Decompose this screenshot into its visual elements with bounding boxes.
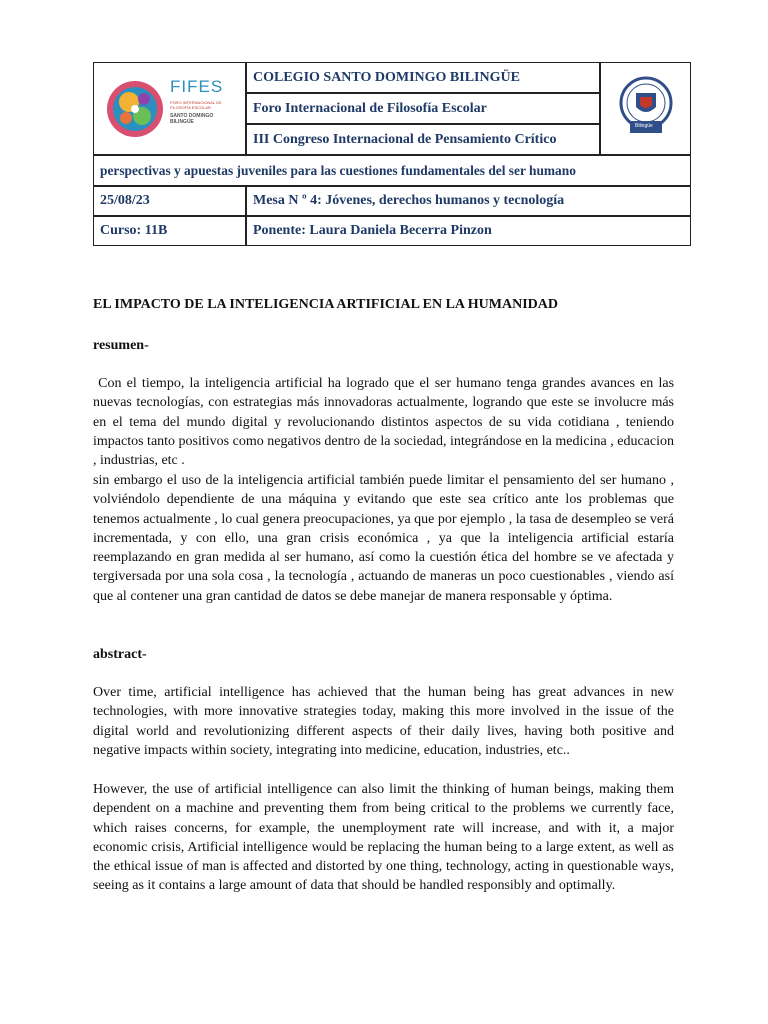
speaker-text: Ponente: Laura Daniela Becerra Pinzon bbox=[253, 223, 492, 238]
forum-name-cell bbox=[246, 93, 600, 124]
course-cell bbox=[93, 216, 246, 246]
abstract-paragraph-2: However, the use of artificial intelligence can also limit the thinking of human beings, making them dependent on a machine and preventing them from being critical to the problems we currently face, which raises concerns, for example, the unemployment rate will increase, and with it, a major economic crisis, Artificial intelligence would be replacing the human being to a large extent, as well as the ethical issue of man is affected and distorted by one thing, technology, acting in questionable ways, seeing as it contains a large amount of data that should be handled responsibly and optimally. bbox=[93, 782, 674, 894]
date-cell bbox=[93, 186, 246, 216]
mesa-cell bbox=[246, 186, 691, 216]
logo-title: FIFES bbox=[170, 77, 224, 96]
mesa-text: Mesa N º 4: Jóvenes, derechos humanos y tecnología bbox=[253, 193, 565, 208]
forum-name: Foro Internacional de Filosofía Escolar bbox=[253, 100, 487, 116]
abstract-paragraph-1: Over time, artificial intelligence has achieved that the human being has great advances in new technologies, with more innovative strategies today, making this more involved in the issue of the digital world and revolutionizing different aspects of their daily lives, having both positive and negative impacts within society, integrating into medicine, education, industries, etc.. bbox=[93, 685, 674, 758]
resumen-heading: resumen- bbox=[93, 338, 149, 353]
school-seal-cell bbox=[600, 62, 691, 155]
school-seal-icon bbox=[616, 75, 676, 139]
course-text: Curso: 11B bbox=[100, 223, 168, 238]
speaker-cell bbox=[246, 216, 691, 246]
date-text: 25/08/23 bbox=[100, 193, 150, 208]
fifes-logo-cell bbox=[93, 62, 246, 155]
resumen-paragraph-1: Con el tiempo, la inteligencia artificial ha logrado que el ser humano tenga grandes avances en las nuevas tecnologías, con estrategias más innovadoras actualmente, logrando que este se involucre más en el tema del mundo digital y revolucionando distintos aspectos de su vida cotidiana , teniendo impactos tanto positivos como negativos dentro de la sociedad, integrándose en la medicina , educacion , industrias, etc . bbox=[93, 376, 678, 469]
abstract-heading: abstract- bbox=[93, 647, 147, 662]
school-name-cell bbox=[246, 62, 600, 93]
seal-label: Bilingüe bbox=[635, 123, 653, 129]
resumen-paragraph-2: sin embargo el uso de la inteligencia artificial también puede limitar el pensamiento del ser humano , volviéndolo dependiente de una máquina y evitando que este sea crítico ante los problemas que tenemos actualmente , lo cual genera preocupaciones, ya que por ejemplo , la tasa de desempleo se verá incrementada, y con ello, una gran crisis económica , ya que la inteligencia artificial estaría reemplazando en gran medida al ser humano, así como la cuestión ética del hombre se ve afectada y tergiversada por una sola cosa , la tecnología , actuando de maneras un poco cuestionables , viendo así que al contener una gran cantidad de datos se debe manejar de manera responsable y óptima. bbox=[93, 473, 674, 604]
school-name: COLEGIO SANTO DOMINGO BILINGÜE bbox=[253, 69, 520, 85]
congress-name-cell bbox=[246, 124, 600, 155]
document-title: EL IMPACTO DE LA INTELIGENCIA ARTIFICIAL EN LA HUMANIDAD bbox=[93, 297, 558, 312]
theme-cell bbox=[93, 155, 691, 186]
header-table bbox=[93, 62, 691, 246]
congress-name: III Congreso Internacional de Pensamiento Crítico bbox=[253, 131, 557, 147]
logo-school: SANTO DOMINGO BILINGÜE bbox=[170, 113, 214, 125]
logo-subtitle: FORO INTERNACIONAL DE FILOSOFÍA ESCOLAR bbox=[170, 100, 222, 110]
theme-text: perspectivas y apuestas juveniles para las cuestiones fundamentales del ser humano bbox=[100, 162, 576, 178]
